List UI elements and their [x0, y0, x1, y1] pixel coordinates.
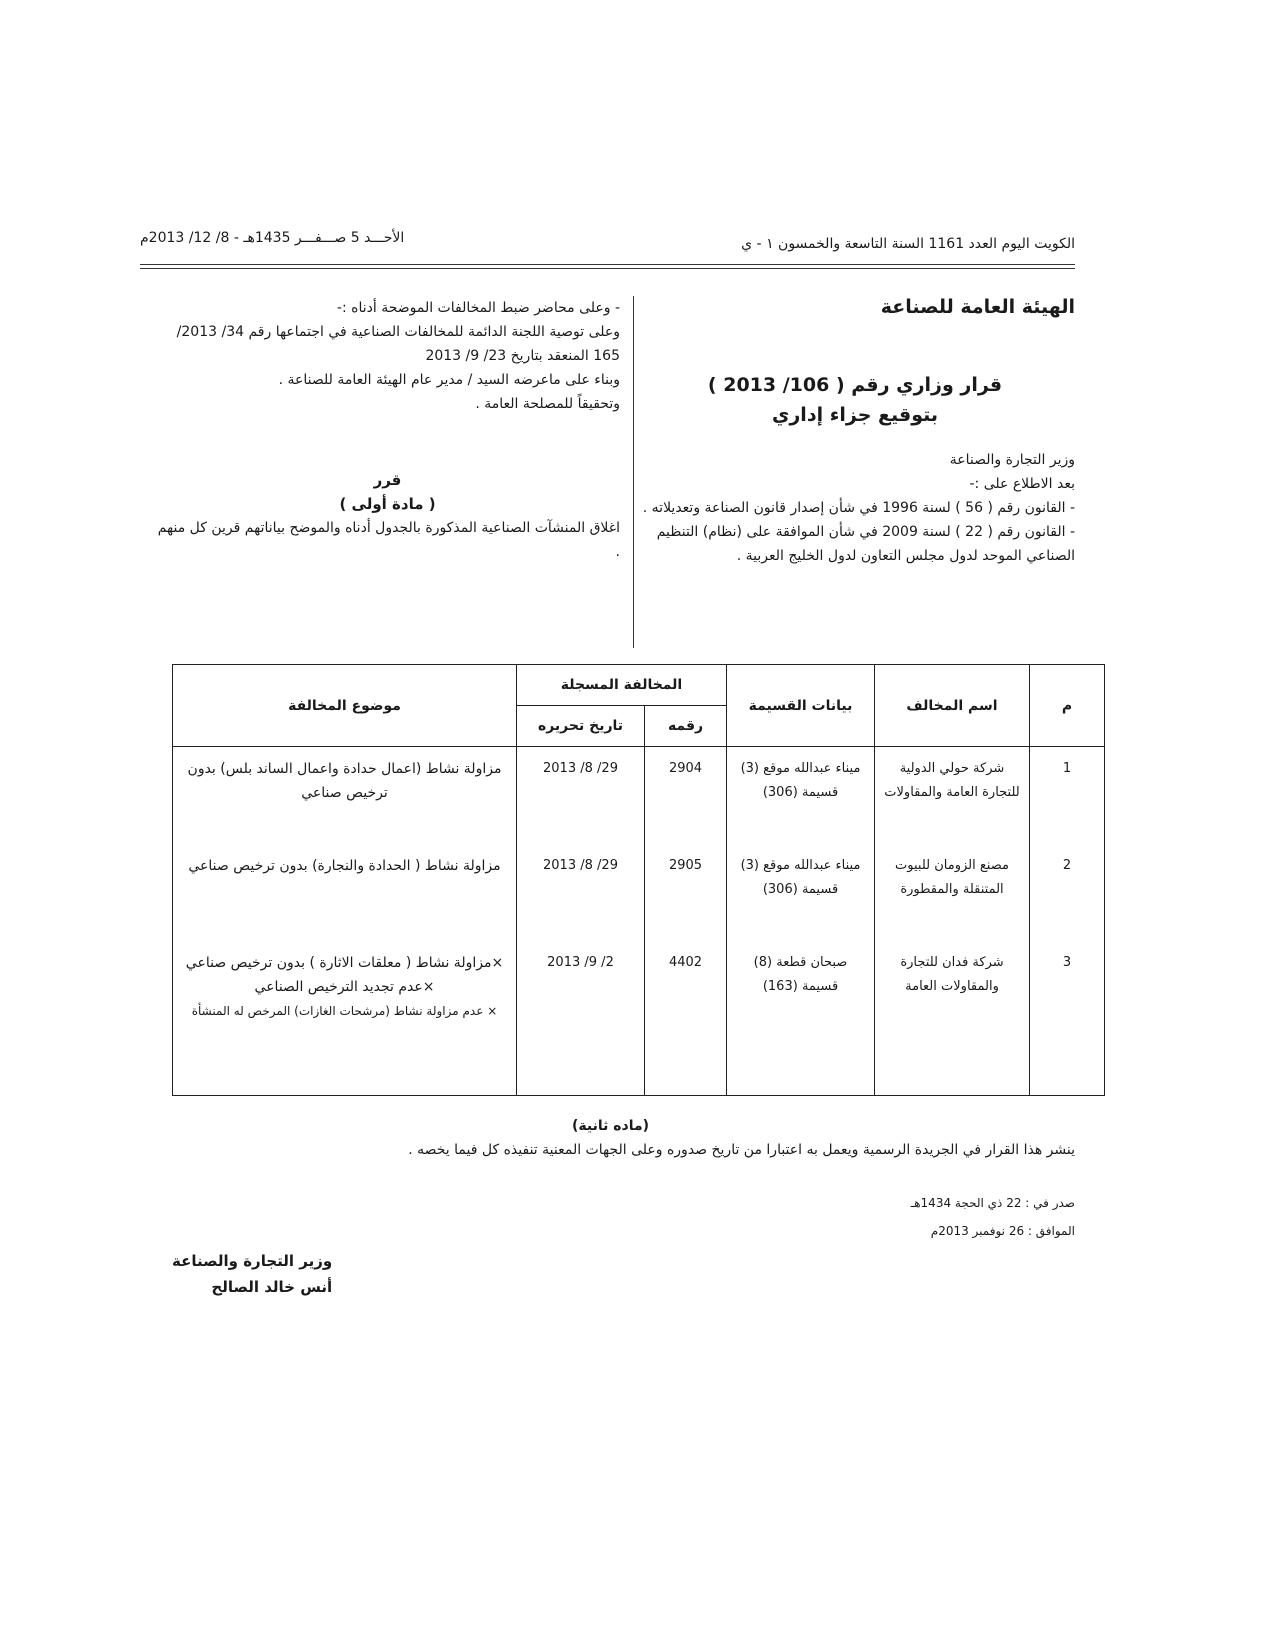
col-header-number: رقمه	[645, 706, 727, 747]
col-header-plot: بيانات القسيمة	[727, 665, 875, 747]
row-number: 2905	[645, 844, 727, 941]
col-header-recorded-violation: المخالفة المسجلة	[517, 665, 727, 706]
article-2-heading: (ماده ثانية)	[572, 1118, 650, 1134]
row-date: 29/ 8/ 2013	[517, 844, 645, 941]
row-violator: شركة فدان للتجارة والمقاولات العامة	[875, 941, 1030, 1096]
col-header-violator: اسم المخالف	[875, 665, 1030, 747]
article-1-heading: ( مادة أولى )	[339, 495, 436, 513]
row-no: 3	[1030, 941, 1105, 1096]
row-violator: شركة حولي الدولية للتجارة العامة والمقاولات	[875, 747, 1030, 845]
row-subject: مزاولة نشاط (اعمال حدادة واعمال الساند بلس) بدون ترخيص صناعي	[173, 747, 517, 845]
preamble-intro: بعد الاطلاع على :-	[969, 476, 1075, 492]
article-1-text: اغلاق المنشآت الصناعية المذكورة بالجدول أدناه والموضح بياناتهم قرين كل منهم .	[157, 520, 620, 560]
left-column	[155, 296, 620, 564]
organization-name: الهيئة العامة للصناعة	[880, 296, 1075, 318]
row-number: 2904	[645, 747, 727, 845]
row-no: 2	[1030, 844, 1105, 941]
signature-block	[172, 1248, 332, 1300]
preamble-committee: وعلى توصية اللجنة الدائمة للمخالفات الصناعية في اجتماعها رقم 34/ 2013/ 165 المنعقد بتاريخ 23/ 9/ 2013	[176, 324, 620, 364]
row-violator: مصنع الزومان للبيوت المتنقلة والمقطورة	[875, 844, 1030, 941]
table-row	[173, 747, 1105, 845]
article-2-text: ينشر هذا القرار في الجريدة الرسمية ويعمل به اعتبارا من تاريخ صدوره وعلى الجهات المعنية تنفيذه كل فيما يخصه .	[408, 1142, 1075, 1158]
decision-subtitle: بتوقيع جزاء إداري	[771, 404, 939, 426]
row-date: 29/ 8/ 2013	[517, 747, 645, 845]
row-subject: ×مزاولة نشاط ( معلقات الاثارة ) بدون ترخيص صناعي ×عدم تجديد الترخيص الصناعي × عدم مزاولة نشاط (مرشحات الغازات) المرخص له المنشأة	[173, 941, 517, 1096]
preamble-director: وبناء على ماعرضه السيد / مدير عام الهيئة العامة للصناعة .	[278, 372, 620, 388]
col-header-date: تاريخ تحريره	[517, 706, 645, 747]
row-no: 1	[1030, 747, 1105, 845]
col-header-no: م	[1030, 665, 1105, 747]
row-date: 2/ 9/ 2013	[517, 941, 645, 1096]
violations-table	[172, 664, 1105, 1096]
header-date: الأحـــد 5 صـــفـــر 1435هـ - 8/ 12/ 2013م	[140, 230, 405, 246]
row-plot: ميناء عبدالله موقع (3) قسيمة (306)	[727, 844, 875, 941]
row-number: 4402	[645, 941, 727, 1096]
minister-heading: وزير التجارة والصناعة	[949, 452, 1075, 468]
column-divider	[633, 296, 634, 648]
preamble-reports: - وعلى محاضر ضبط المخالفات الموضحة أدناه :-	[336, 300, 620, 316]
decides-heading: قرر	[373, 471, 402, 489]
row-plot: صبحان قطعة (8) قسيمة (163)	[727, 941, 875, 1096]
signer-title: وزير التجارة والصناعة	[172, 1252, 333, 1270]
gazette-header: الكويت اليوم العدد 1161 السنة التاسعة والخمسون ١ - ي	[741, 236, 1075, 252]
law-reference-2: - القانون رقم ( 22 ) لسنة 2009 في شأن الموافقة على (نظام) التنظيم الصناعي الموحد لدول مجلس التعاون لدول الخليج العربية .	[656, 524, 1075, 564]
header-rule-thin	[140, 268, 1075, 269]
issued-date: صدر في : 22 ذي الحجة 1434هـ	[910, 1196, 1075, 1210]
signer-name: أنس خالد الصالح	[211, 1278, 333, 1296]
corresponding-date: الموافق : 26 نوفمبر 2013م	[930, 1224, 1075, 1238]
row-plot: ميناء عبدالله موقع (3) قسيمة (306)	[727, 747, 875, 845]
col-header-subject: موضوع المخالفة	[173, 665, 517, 747]
table-row	[173, 941, 1105, 1096]
decision-title: قرار وزاري رقم ( 106/ 2013 )	[707, 374, 1003, 396]
preamble-public-interest: وتحقيقاً للمصلحة العامة .	[475, 396, 620, 412]
table-row	[173, 844, 1105, 941]
right-column	[635, 296, 1075, 568]
row-subject: مزاولة نشاط ( الحدادة والنجارة) بدون ترخيص صناعي	[173, 844, 517, 941]
header-rule	[140, 264, 1075, 265]
law-reference-1: - القانون رقم ( 56 ) لسنة 1996 في شأن إصدار قانون الصناعة وتعديلاته .	[642, 500, 1075, 516]
